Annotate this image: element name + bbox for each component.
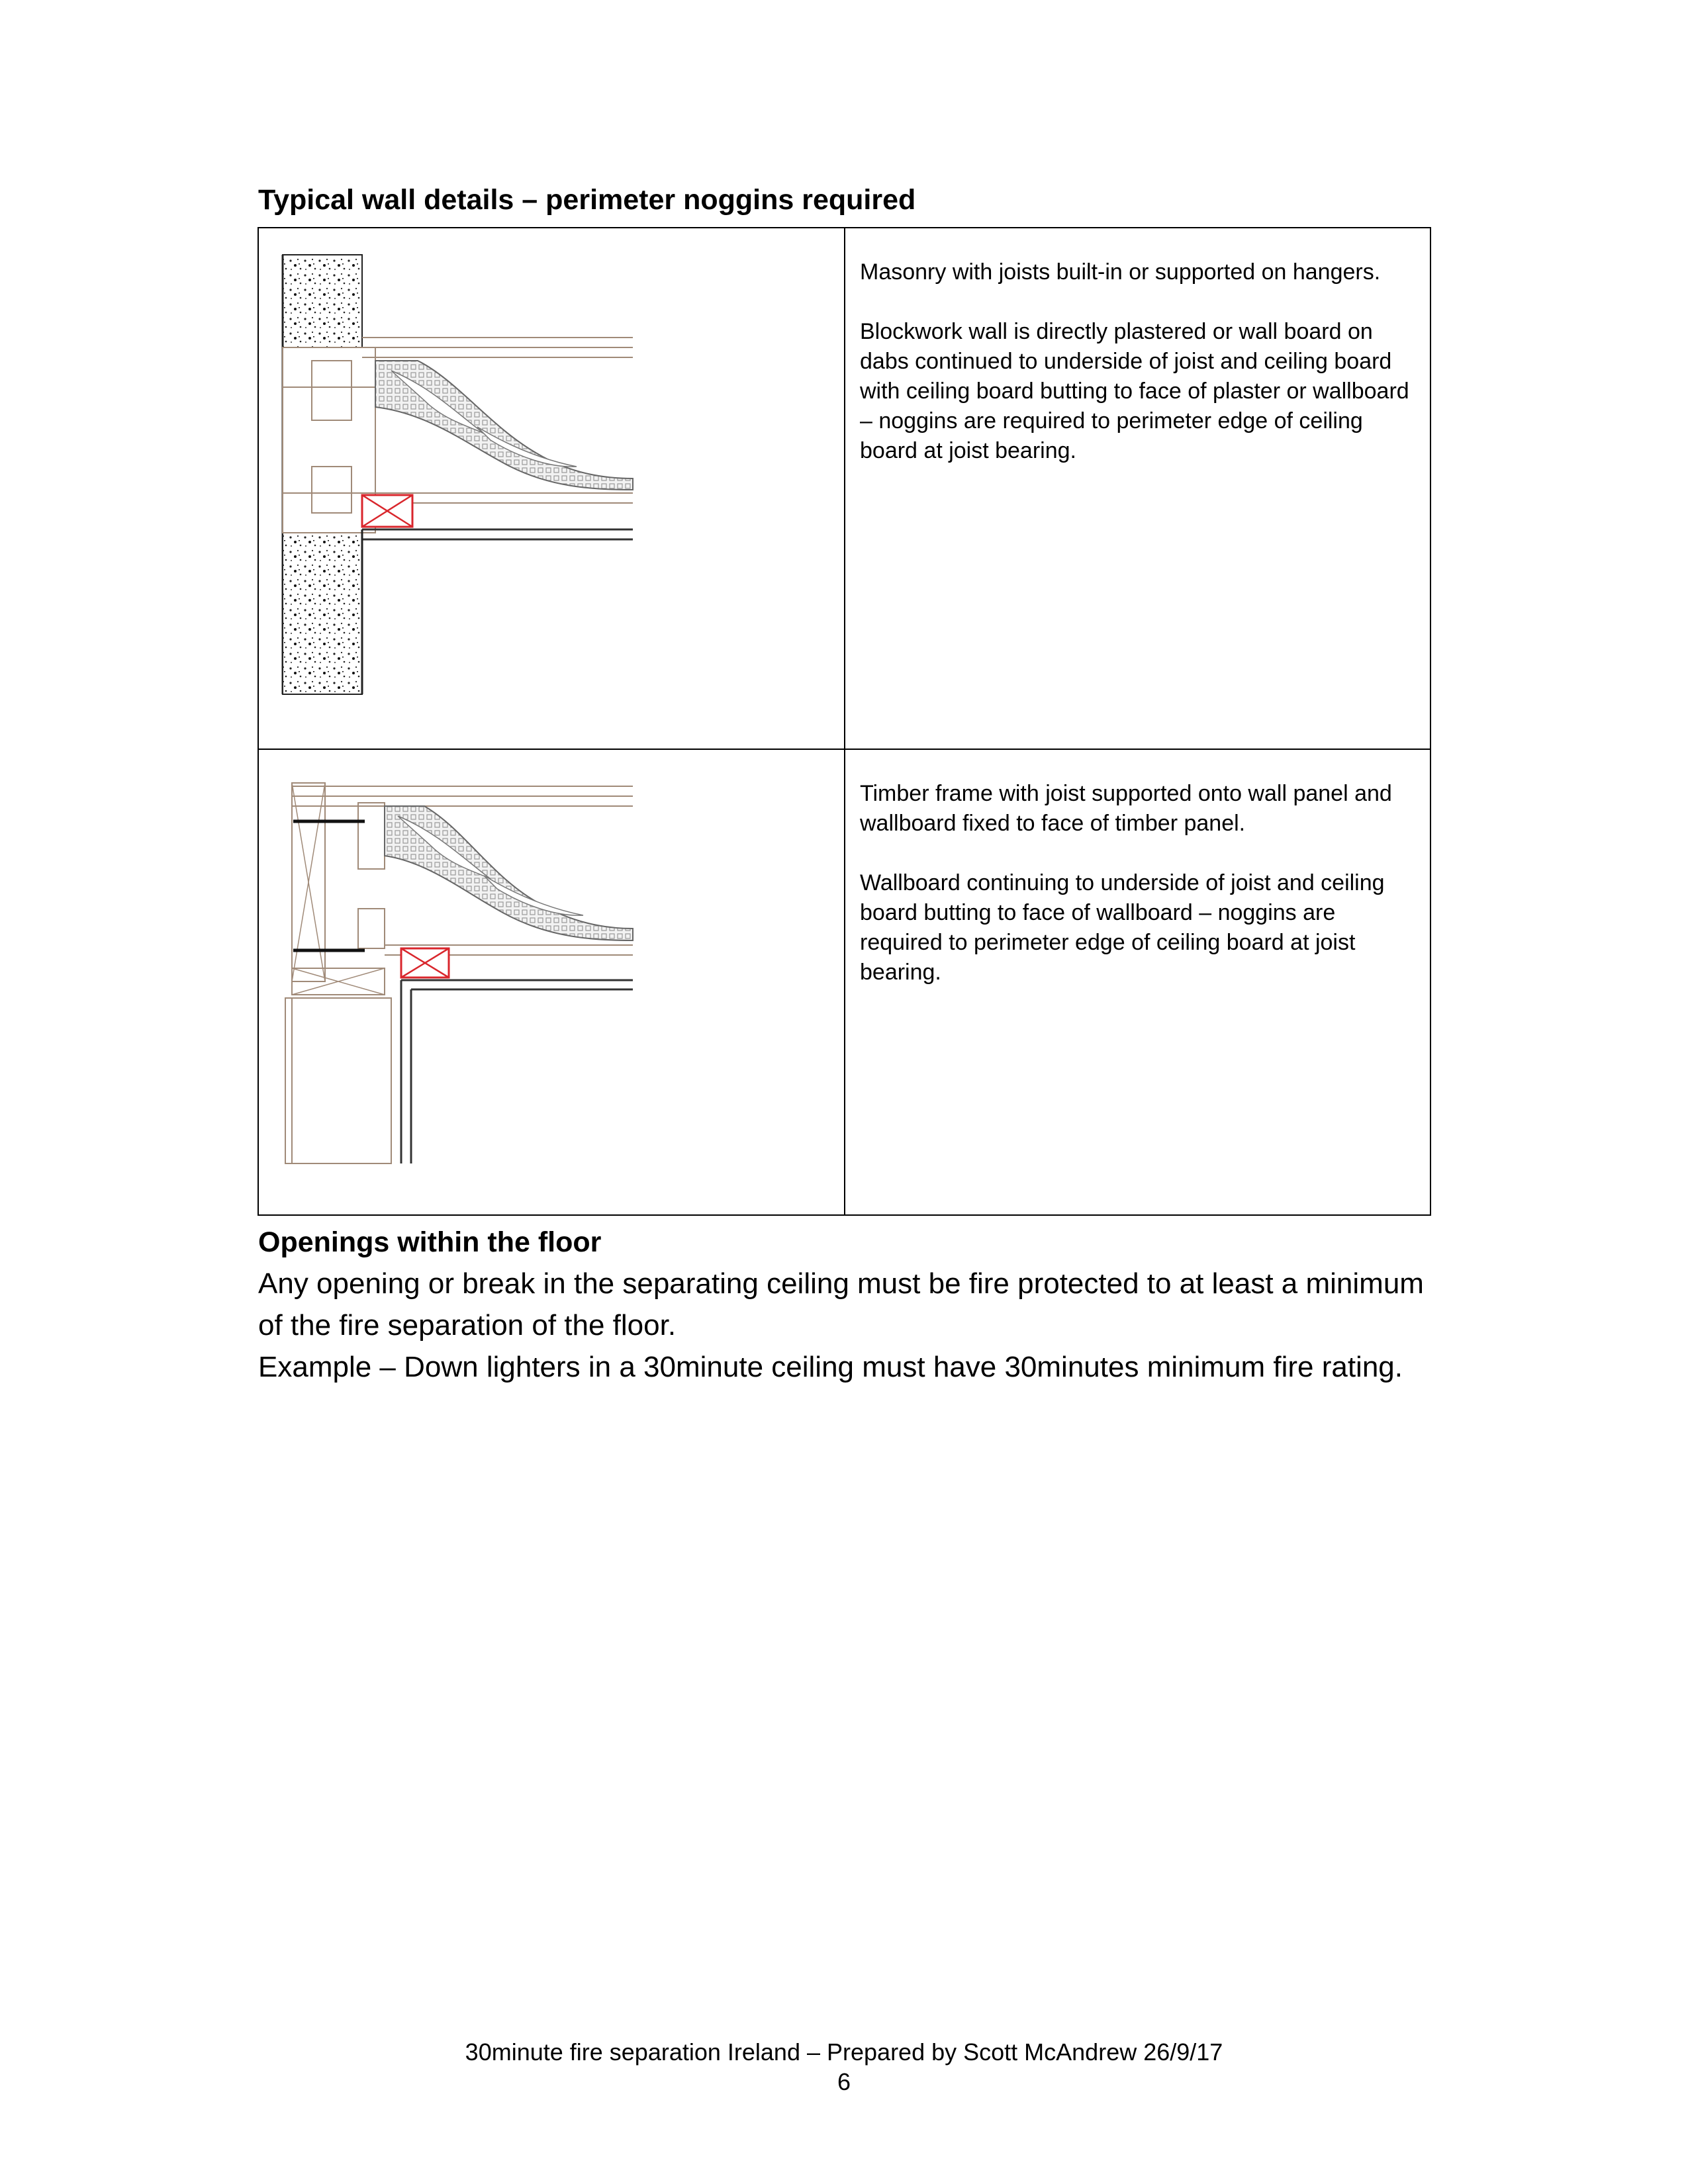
noggin-icon (401, 948, 449, 978)
paragraph: Blockwork wall is directly plastered or wall board on dabs continued to underside of joist and ceiling board with ceiling board butting to face of plaster or wallboard – noggins are required to perimeter edge of ceiling board at joist bearing. (860, 319, 1409, 463)
description-cell (845, 228, 1430, 749)
masonry-wall-joist-detail-icon (259, 228, 844, 719)
wall-details-table (258, 227, 1431, 1216)
paragraph: Wallboard continuing to underside of joist and ceiling board butting to face of wallboard – noggins are required to perimeter edge of ceiling board at joist bearing. (860, 870, 1385, 985)
noggin-icon (362, 495, 412, 527)
section-heading-wall-details: Typical wall details – perimeter noggins required (258, 184, 916, 216)
table-row (258, 749, 1430, 1215)
section-heading-openings: Openings within the floor (258, 1226, 602, 1258)
paragraph-example: Example – Down lighters in a 30minute ceiling must have 30minutes minimum fire rating. (258, 1351, 1403, 1383)
page-number: 6 (837, 2068, 851, 2095)
description-cell (845, 749, 1430, 1215)
table-row (258, 228, 1430, 749)
paragraph: Timber frame with joist supported onto wall panel and wallboard fixed to face of timber panel. (860, 781, 1392, 836)
timber-frame-joist-detail-icon (259, 750, 844, 1185)
figure-cell (258, 228, 845, 749)
paragraph: Masonry with joists built-in or supported on hangers. (860, 259, 1381, 285)
figure-cell (258, 749, 845, 1215)
footer-text: 30minute fire separation Ireland – Prepared by Scott McAndrew 26/9/17 (465, 2038, 1223, 2066)
paragraph-openings: Any opening or break in the separating ceiling must be fire protected to at least a minimum of the fire separation of the floor. (258, 1267, 1424, 1342)
